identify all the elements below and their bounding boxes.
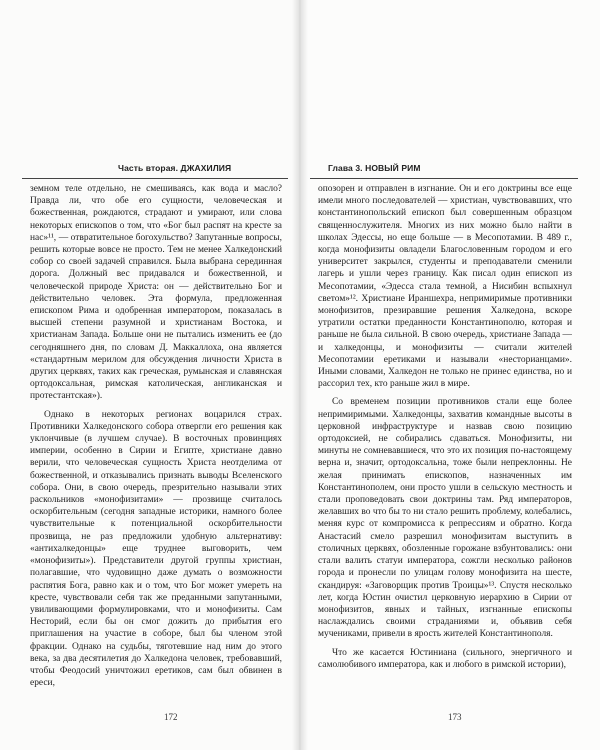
left-page-text [30, 183, 282, 689]
paragraph: Со временем позиции противников стали еще более непримиримыми. Халкедонцы, захватив командные высоты в церковной инфраструктуре и назвав свою позицию ортодоксией, не собирались сдаваться. Монофизиты, ни минуты не сомневавшиеся, что это их позиция по-настоящему верна и, значит, ортодоксальна, тоже были непреклонны. Не желая принимать епископов, назначенных им Константинополем, они просто ушли в сельскую местность и стали проповедовать свои доктрины там. Ряд императоров, желавших во что бы то ни стало решить проблему, колебались, меняя курс от компромисса к репрессиям и обратно. Когда Анастасий смело разрешил монофизитам выступить в столичных церквях, обозленные горожане взбунтовались: они стали валить статуи императора, сожгли несколько районов города и пронесли по улицам голову монофизита на шесте, скандируя: «Заговорщик против Троицы»¹³. Спустя несколько лет, когда Юстин очистил церковную иерархию в Сирии от монофизитов, явных и тайных, изгнанные епископы наслаждались своими страданиями и, объявив себя мучениками, привели в ярость жителей Константинополя. [318, 397, 572, 640]
right-page-text [318, 183, 572, 671]
right-page [300, 0, 600, 750]
paragraph: земном теле отдельно, не смешиваясь, как вода и масло? Правда ли, что обе его сущности, человеческая и божественная, рождаются, страдают и умирают, или слова некоторых епископов о том, что «Бог был распят на кресте за нас»¹¹, — отвратительное богохульство? Запутанные вопросы, решить которые вовсе не просто. Тем не менее Халкедонский собор со своей задачей справился. Была выбрана серединная дорога. Должный вес придавался и божественной, и человеческой природе Христа: он — действительно Бог и действительно человек. Эта формула, предложенная епископом Рима и одобренная императором, показалась в высшей степени разумной и христианам Востока, и христианам Запада. Больше они не пытались изменить ее (до сегодняшнего дня, по словам Д. Маккаллоха, она является «стандартным мерилом для обсуждения личности Христа в других церквях, таких как греческая, румынская и славянская ортодоксальная, римская католическая, англиканская и протестантская»). [30, 184, 282, 402]
header-rule-left [22, 178, 288, 179]
header-rule-right [310, 178, 578, 179]
paragraph: Однако в некоторых регионах воцарился страх. Противники Халкедонского собора отвергли его решения как уклончивые (в лучшем случае). В восточных провинциях империи, особенно в Сирии и Египте, христиане давно верили, что человеческая сущность Христа неотделима от божественной, и отказывались признать выводы Вселенского собора. Они, в свою очередь, презрительно называли этих раскольников «монофизитами» — прозвище считалось оскорбительным (сегодня западные историки, намного более чувствительные к потенциальной оскорбительности прозвища, не раз предложили удобную альтернативу: «антихалкедонцы» еще труднее выговорить, чем «монофизиты»). Представители другой группы христиан, полагавшие, что чудовищно даже думать о возможности распятия Бога, равно как и о том, что Бог может умереть на кресте, чувствовали себя так же преданными запутанными, увиливающими формулировками, что и монофизиты. Сам Несторий, если бы он смог дожить до прибытия его приглашения на участие в соборе, был бы членом этой фракции. Однако на судьбы, тяготевшие над ним до этого века, за два десятилетия до Халкедона человек, требовавший, чтобы Феодосий уничтожил еретиков, сам был обвинен в ереси, [30, 409, 282, 689]
paragraph: Что же касается Юстиниана (сильного, энергичного и самолюбивого императора, как и любого в римской истории), [318, 647, 572, 670]
paragraph: опозорен и отправлен в изгнание. Он и его доктрины все еще имели много последователей — христиан, чувствовавших, что константинопольский епископ был совершенным образцом священнослужителя. Многих из них можно было найти в школах Эдессы, но еще больше — в Месопотамии. В 489 г., когда монофизиты овладели Благословенным городом и его университет закрылся, студенты и преподаватели сменили лагерь и ушли через границу. Как писал один епископ из Месопотамии, «Эдесса стала темной, а Нисибин вспыхнул светом»¹². Христиане Ираншехра, непримиримые противники монофизитов, презиравшие решения Халкедона, вскоре утратили остатки преданности Константинополю, которая и раньше не была сильной. В свою очередь, христиане Запада — и халкедонцы, и монофизиты — считали жителей Месопотамии еретиками и называли «несторианцами». Иными словами, Халкедон не только не принес единства, но и рассорил тех, кто раньше жил в мире. [318, 184, 572, 390]
page-number-left: 172 [164, 712, 178, 722]
running-head-right: Глава 3. НОВЫЙ РИМ [328, 163, 421, 173]
running-head-left: Часть вторая. ДЖАХИЛИЯ [118, 163, 232, 173]
page-number-right: 173 [448, 712, 462, 722]
book-gutter [292, 0, 308, 750]
